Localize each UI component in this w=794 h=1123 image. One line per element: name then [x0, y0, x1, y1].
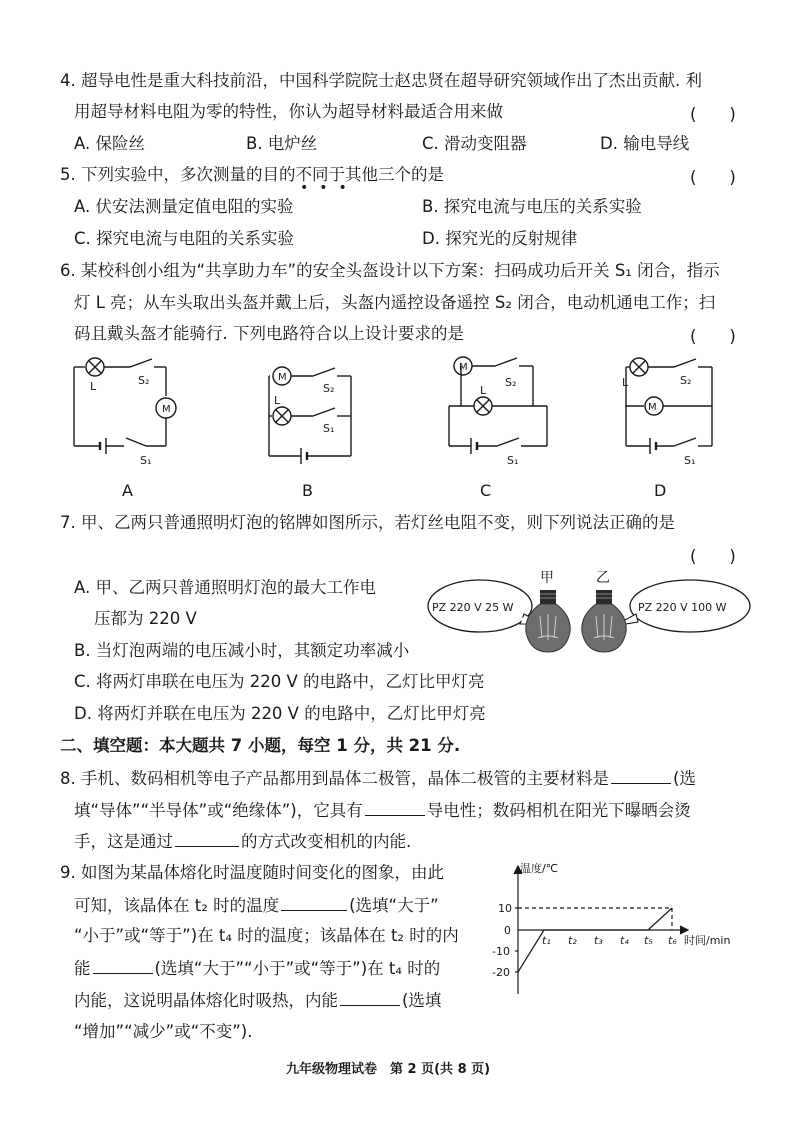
circuit-c-L: L [480, 384, 487, 397]
q5-line1: 5. 下列实验中，多次测量的目的不同于其他三个的是 [60, 165, 444, 184]
graph-ytick-m20: -20 [492, 966, 510, 979]
circuit-d-S1: S₁ [684, 454, 696, 467]
circuit-label-b: B [302, 481, 313, 500]
q9-text-2b: (选填“大于” [349, 896, 439, 915]
q9-line3: “小于”或“等于”)在 t₄ 时的温度；该晶体在 t₂ 时的内 [74, 926, 459, 945]
q9-text-4a: 能 [74, 959, 91, 978]
circuit-d [626, 358, 712, 454]
q7-option-c: C. 将两灯串联在电压为 220 V 的电路中，乙灯比甲灯亮 [74, 672, 485, 691]
circuit-b-L: L [274, 394, 281, 407]
q9-text-5b: (选填 [402, 991, 442, 1010]
circuit-a-L: L [90, 380, 97, 393]
circuit-label-d: D [654, 481, 667, 500]
q8-line1 [60, 767, 696, 790]
q8-text-2a: 填“导体”“半导体”或“绝缘体”)，它具有 [74, 801, 363, 820]
circuit-c-S1: S₁ [507, 454, 519, 467]
q8-text-3b: 的方式改变相机的内能. [241, 832, 412, 851]
graph-xtick-t1: t₁ [542, 934, 551, 947]
q5-option-d: D. 探究光的反射规律 [422, 229, 578, 248]
graph-ytick-0: 0 [504, 924, 511, 937]
bulb-yi-rating: PZ 220 V 100 W [638, 601, 727, 614]
q9-line4 [74, 957, 440, 980]
circuit-b-M: M [278, 372, 287, 383]
graph-xtick-t2: t₂ [568, 934, 577, 947]
circuit-b-S1: S₁ [323, 422, 335, 435]
q7-line1: 7. 甲、乙两只普通照明灯泡的铭牌如图所示，若灯丝电阻不变，则下列说法正确的是 [60, 513, 675, 532]
graph-xtick-t4: t₄ [620, 934, 629, 947]
q4-option-d: D. 输电导线 [600, 134, 690, 153]
q6-line2: 灯 L 亮；从车头取出头盔并戴上后，头盔内遥控设备遥控 S₂ 闭合，电动机通电工作；扫 [74, 293, 716, 312]
circuit-d-L: L [622, 376, 629, 389]
q4-option-c: C. 滑动变阻器 [422, 134, 527, 153]
q6-line3: 码且戴头盔才能骑行. 下列电路符合以上设计要求的是 [74, 324, 464, 343]
q9-line2 [74, 894, 439, 917]
q5-option-c: C. 探究电流与电阻的关系实验 [74, 229, 295, 248]
circuit-a-S1: S₁ [140, 454, 152, 467]
q9-blank-3[interactable] [340, 989, 400, 1006]
q4-answer-paren[interactable]: ( ) [690, 105, 736, 124]
q7-answer-paren[interactable]: ( ) [690, 547, 736, 566]
q5-option-a: A. 伏安法测量定值电阻的实验 [74, 197, 294, 216]
q9-line6: “增加”“减少”或“不变”). [74, 1022, 253, 1041]
bulb-jia-icon [526, 590, 570, 652]
q8-line2 [74, 799, 691, 822]
q4-line2: 用超导材料电阻为零的特性，你认为超导材料最适合用来做 [74, 102, 503, 121]
q8-text-3a: 手，这是通过 [74, 832, 173, 851]
q9-line1: 9. 如图为某晶体熔化时温度随时间变化的图象，由此 [60, 863, 444, 882]
q8-blank-2[interactable] [365, 799, 425, 816]
q8-line3 [74, 830, 411, 853]
q5-option-b: B. 探究电流与电压的关系实验 [422, 197, 642, 216]
circuit-a [74, 358, 176, 454]
q7-bulb-figure [424, 568, 754, 668]
graph-ytick-m10: -10 [492, 945, 510, 958]
q4-option-a: A. 保险丝 [74, 134, 145, 153]
q9-text-5a: 内能，这说明晶体熔化时吸热，内能 [74, 991, 338, 1010]
q9-text-2a: 可知，该晶体在 t₂ 时的温度 [74, 896, 280, 915]
q7-option-a-line2: 压都为 220 V [94, 609, 197, 628]
circuit-c-S2: S₂ [505, 376, 517, 389]
graph-xlabel: 时间/min [684, 934, 731, 947]
q9-blank-1[interactable] [281, 894, 347, 911]
q8-text-1a: 8. 手机、数码相机等电子产品都用到晶体二极管，晶体二极管的主要材料是 [60, 769, 609, 788]
graph-xtick-t6: t₆ [668, 934, 677, 947]
q9-line5 [74, 989, 441, 1012]
q7-option-a-line1: A. 甲、乙两只普通照明灯泡的最大工作电 [74, 578, 376, 597]
bulb-jia-rating: PZ 220 V 25 W [432, 601, 514, 614]
q9-text-4b: (选填“大于”“小于”或“等于”)在 t₄ 时的 [154, 959, 441, 978]
circuit-b-S2: S₂ [323, 382, 335, 395]
graph-ylabel: 温度/℃ [520, 862, 559, 875]
circuit-d-M: M [648, 402, 657, 413]
circuit-a-S2: S₂ [138, 374, 150, 387]
section-2-heading: 二、填空题：本大题共 7 小题，每空 1 分，共 21 分. [60, 736, 461, 755]
q8-blank-3[interactable] [175, 830, 239, 847]
circuit-d-S2: S₂ [680, 374, 692, 387]
page-footer: 九年级物理试卷 第 2 页(共 8 页) [286, 1062, 491, 1077]
q9-blank-2[interactable] [93, 957, 153, 974]
q8-blank-1[interactable] [611, 767, 671, 784]
graph-xtick-t3: t₃ [594, 934, 603, 947]
q5-answer-paren[interactable]: ( ) [690, 168, 736, 187]
q6-answer-paren[interactable]: ( ) [690, 327, 736, 346]
circuit-label-a: A [122, 481, 133, 500]
bulb-yi-icon [582, 590, 626, 652]
q4-line1: 4. 超导电性是重大科技前沿，中国科学院院士赵忠贤在超导研究领域作出了杰出贡献. 利 [60, 71, 702, 90]
q5-emphasis-dots: ••• [300, 180, 358, 196]
q8-text-2b: 导电性；数码相机在阳光下曝晒会烫 [426, 801, 691, 820]
bulb-yi-name: 乙 [596, 570, 610, 586]
q7-option-d: D. 将两灯并联在电压为 220 V 的电路中，乙灯比甲灯亮 [74, 704, 486, 723]
q8-text-1b: (选 [673, 769, 696, 788]
circuit-label-c: C [480, 481, 492, 500]
q6-line1: 6. 某校科创小组为“共享助力车”的安全头盔设计以下方案：扫码成功后开关 S₁ 闭合，指示 [60, 261, 720, 280]
graph-xtick-t5: t₅ [644, 934, 653, 947]
q7-option-b: B. 当灯泡两端的电压减小时，其额定功率减小 [74, 641, 410, 660]
q9-temperature-graph [484, 858, 754, 998]
circuit-c-M: M [459, 362, 468, 373]
q4-option-b: B. 电炉丝 [246, 134, 318, 153]
q6-circuit-diagrams [60, 350, 740, 500]
circuit-a-M: M [162, 404, 171, 415]
graph-ytick-10: 10 [498, 902, 512, 915]
bulb-jia-name: 甲 [540, 570, 554, 586]
